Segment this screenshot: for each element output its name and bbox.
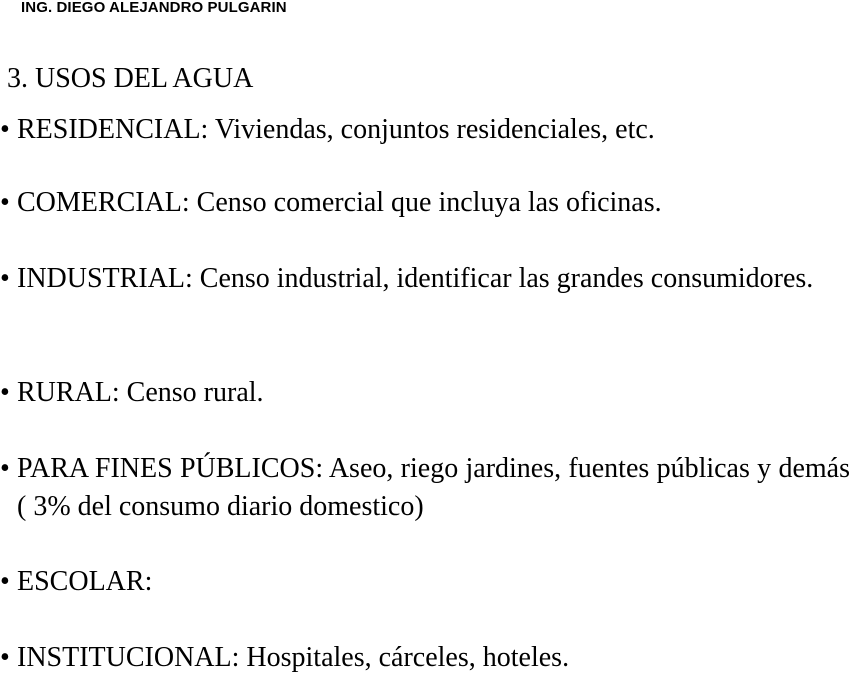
- list-item-text: COMERCIAL: Censo comercial que incluya las oficinas.: [17, 187, 662, 218]
- list-item-rural: [0, 374, 850, 412]
- bullet-icon: •: [0, 187, 10, 218]
- list-item-institucional: [0, 639, 850, 677]
- list-item-escolar: [0, 563, 850, 601]
- bullet-icon: •: [0, 642, 10, 673]
- list-item-text: RESIDENCIAL: Viviendas, conjuntos residenciales, etc.: [17, 114, 655, 145]
- list-item-text: RURAL: Censo rural.: [17, 377, 264, 408]
- list-item-text: INSTITUCIONAL: Hospitales, cárceles, hoteles.: [17, 642, 570, 673]
- bullet-icon: •: [0, 453, 10, 484]
- list-item-text: ESCOLAR:: [17, 566, 153, 597]
- list-item-residencial: [0, 111, 850, 149]
- bullet-icon: •: [0, 377, 10, 408]
- section-title: 3. USOS DEL AGUA: [7, 63, 254, 94]
- list-item-text: INDUSTRIAL: Censo industrial, identificar las grandes consumidores.: [17, 263, 814, 294]
- bullet-icon: •: [0, 114, 10, 145]
- bullet-icon: •: [0, 263, 10, 294]
- list-item-publicos: [0, 450, 850, 526]
- list-item-comercial: [0, 184, 850, 222]
- bullet-icon: •: [0, 566, 10, 597]
- list-item-text: PARA FINES PÚBLICOS: Aseo, riego jardines, fuentes públicas y demás ( 3% del consumo diario domestico): [17, 453, 850, 522]
- list-item-industrial: [0, 260, 850, 298]
- author-header: ING. DIEGO ALEJANDRO PULGARIN: [21, 0, 287, 16]
